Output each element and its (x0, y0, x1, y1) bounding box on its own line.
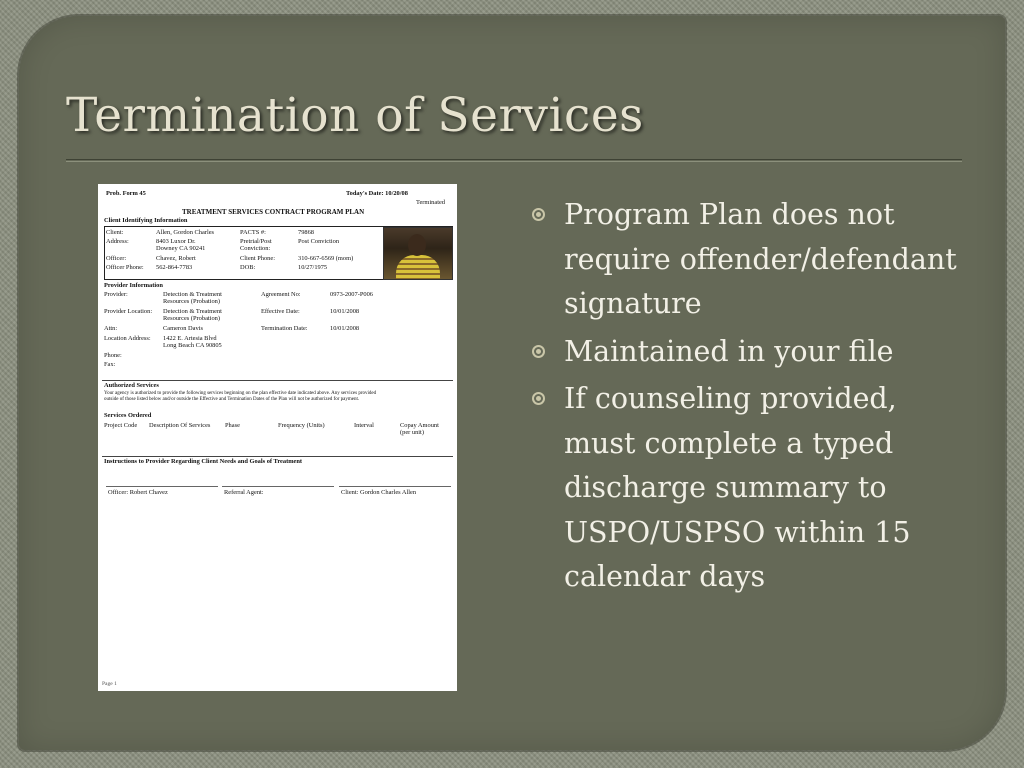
signature-line-client (339, 486, 451, 487)
address-line1: 8403 Luxor Dr. (156, 238, 196, 245)
address-label: Address: (106, 238, 129, 245)
authorized-services-heading: Authorized Services (104, 382, 159, 389)
fax-label: Fax: (104, 361, 116, 368)
page-number: Page 1 (102, 681, 117, 687)
client-section-heading: Client Identifying Information (104, 217, 188, 224)
client-label: Client: (106, 229, 124, 236)
status-label: Terminated (416, 199, 446, 206)
attn-label: Attn: (104, 325, 118, 332)
dob-label: DOB: (240, 264, 256, 271)
bullet-text: Maintained in your file (564, 334, 894, 368)
form-heading: TREATMENT SERVICES CONTRACT PROGRAM PLAN (182, 208, 365, 216)
services-ordered-heading: Services Ordered (104, 412, 152, 419)
provider-location-label: Provider Location: (104, 308, 153, 315)
agreement-value: 0973-2007-P006 (330, 291, 373, 298)
bullet-text: If counseling provided, must complete a typed discharge summary to USPO/USPSO within 15 calendar days (564, 382, 911, 593)
program-plan-document (98, 184, 457, 691)
provider-label: Provider: (104, 291, 128, 298)
pacts-value: 79868 (298, 229, 314, 236)
location-line1: 1422 E. Artesia Blvd (163, 335, 217, 342)
title-divider (66, 159, 962, 160)
pacts-label: PACTS #: (240, 229, 266, 236)
provider-location-line1: Detection & Treatment (163, 308, 222, 315)
bullet-item (532, 330, 972, 375)
col-interval: Interval (354, 422, 374, 429)
title-divider-highlight (66, 161, 962, 162)
col-project-code: Project Code (104, 422, 138, 429)
bullet-marker-icon (532, 392, 545, 405)
address-line2: Downey CA 90241 (156, 245, 206, 252)
bullet-list (532, 193, 972, 603)
signature-line-officer (106, 486, 218, 487)
client-photo (383, 227, 453, 280)
slide-title: Termination of Services (66, 88, 644, 143)
col-copay-unit: (per unit) (400, 429, 424, 436)
authorized-text-1: Your agency is authorized to provide the following services beginning on the plan effective date indicated above. Any services provided (104, 391, 377, 396)
form-id: Prob. Form 45 (106, 190, 146, 197)
signature-officer: Officer: Robert Chavez (108, 489, 168, 496)
provider-location-line2: Resources (Probation) (163, 315, 220, 322)
officer-value: Chavez, Robert (156, 255, 196, 262)
location-line2: Long Beach CA 90805 (163, 342, 222, 349)
client-phone-value: 310-667-6569 (mom) (298, 255, 354, 262)
location-address-label: Location Address: (104, 335, 151, 342)
todays-date: Today's Date: 10/20/08 (346, 190, 408, 197)
col-copay: Copay Amount (400, 422, 439, 429)
dob-value: 10/27/1975 (298, 264, 328, 271)
bullet-marker-icon (532, 345, 545, 358)
effective-date-label: Effective Date: (261, 308, 300, 315)
bullet-marker-icon (532, 208, 545, 221)
officer-phone-label: Officer Phone: (106, 264, 144, 271)
col-phase: Phase (225, 422, 240, 429)
col-description: Description Of Services (149, 422, 211, 429)
termination-date-value: 10/01/2008 (330, 325, 360, 332)
phone-label: Phone: (104, 352, 122, 359)
officer-phone-value: 562-864-7783 (156, 264, 193, 271)
instructions-heading: Instructions to Provider Regarding Client Needs and Goals of Treatment (104, 458, 303, 465)
provider-section-heading: Provider Information (104, 282, 163, 289)
officer-label: Officer: (106, 255, 127, 262)
authorized-text-2: outside of those listed below and/or outside the Effective and Termination Dates of the Plan will not be authorized for payment. (104, 397, 360, 402)
bullet-item (532, 377, 972, 600)
effective-date-value: 10/01/2008 (330, 308, 360, 315)
pretrial-value: Post Conviction (298, 238, 340, 245)
bullet-text: Program Plan does not require offender/defendant signature (564, 198, 957, 320)
bullet-item (532, 193, 972, 327)
provider-line2: Resources (Probation) (163, 298, 220, 305)
agreement-label: Agreement No: (261, 291, 301, 298)
pretrial-label: Pretrial/Post (240, 238, 272, 245)
section-divider (102, 380, 453, 381)
col-frequency: Frequency (Units) (278, 422, 325, 429)
provider-line1: Detection & Treatment (163, 291, 222, 298)
client-value: Allen, Gordon Charles (156, 229, 215, 236)
client-phone-label: Client Phone: (240, 255, 275, 262)
attn-value: Cameron Davis (163, 325, 203, 332)
pretrial-label-2: Conviction: (240, 245, 271, 252)
termination-date-label: Termination Date: (261, 325, 308, 332)
section-divider (102, 456, 453, 457)
signature-client: Client: Gordon Charles Allen (341, 489, 417, 496)
signature-line-referral (222, 486, 334, 487)
signature-referral: Referral Agent: (224, 489, 264, 496)
